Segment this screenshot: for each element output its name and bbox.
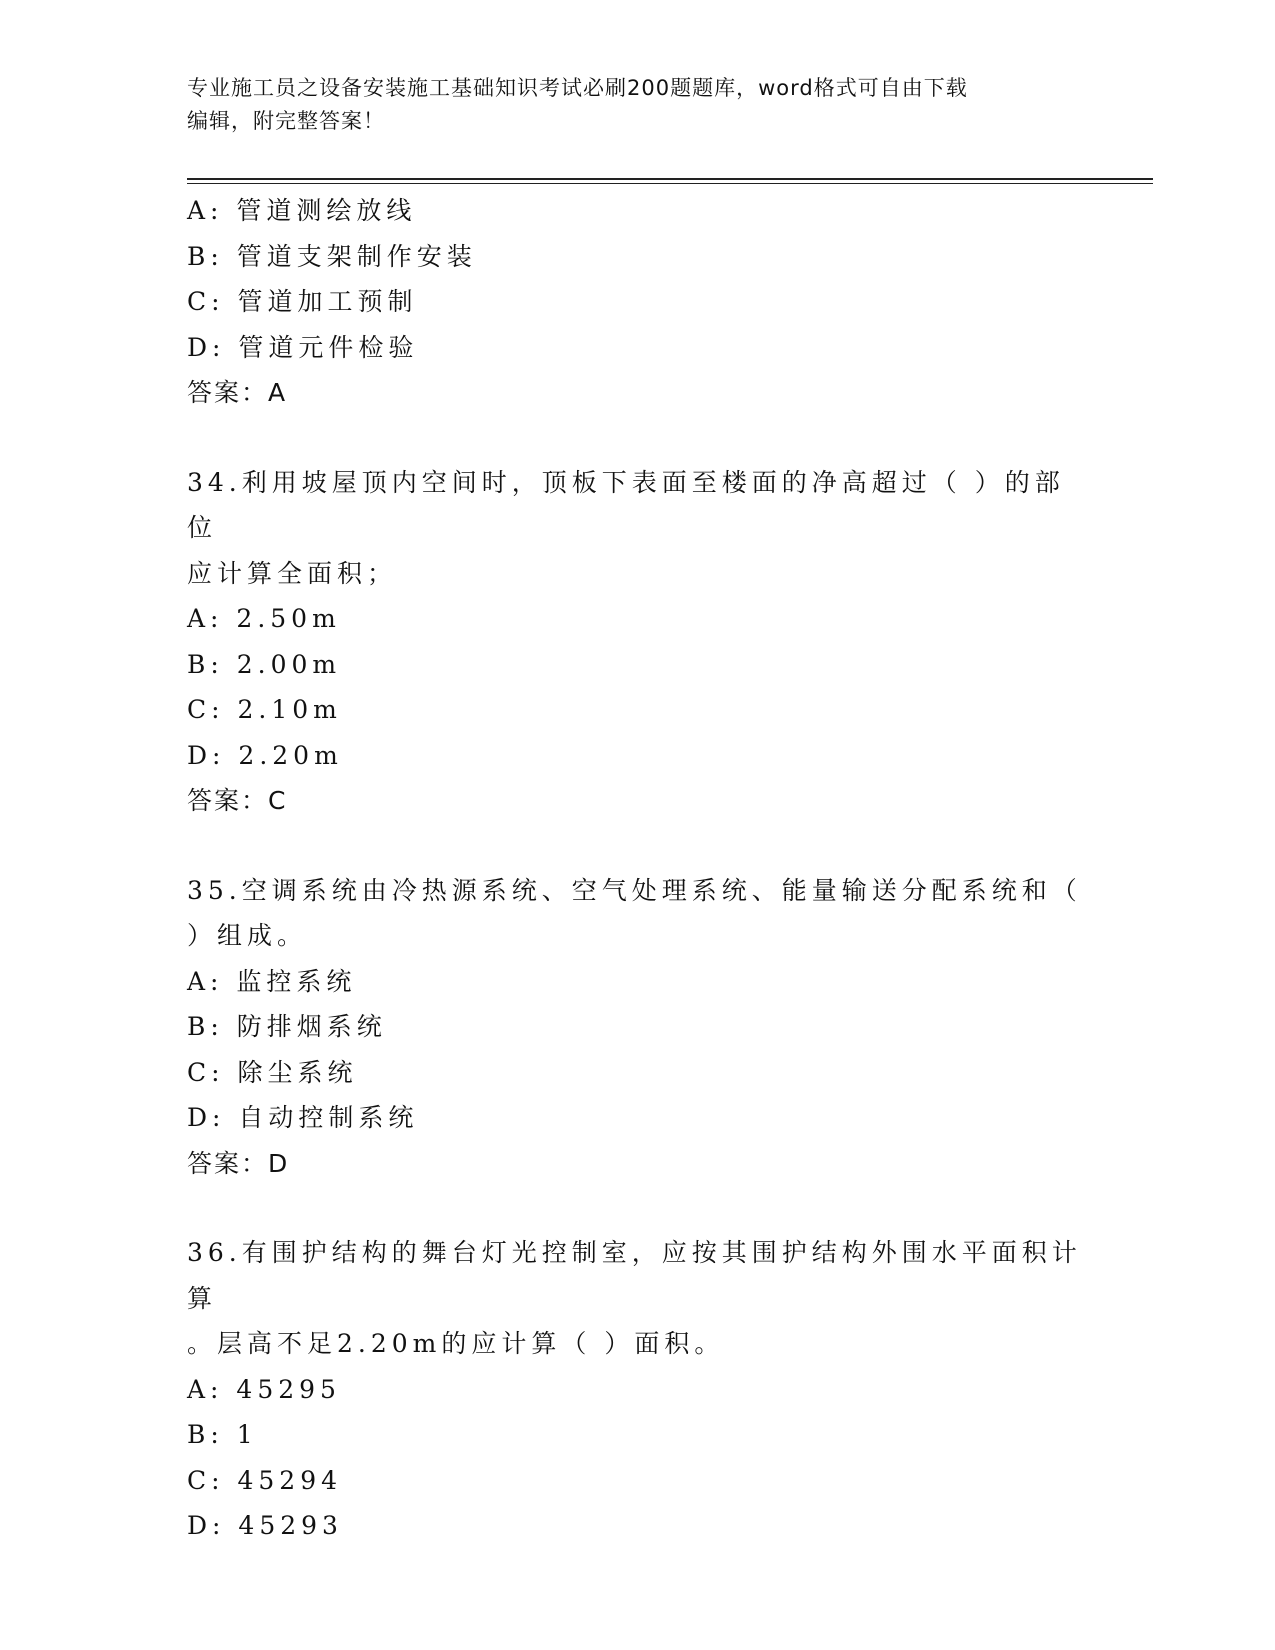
option-b: B: 防排烟系统 bbox=[187, 1012, 387, 1041]
option-a: A: 管道测绘放线 bbox=[187, 196, 417, 225]
option-c: C: 管道加工预制 bbox=[187, 287, 418, 316]
question-34 bbox=[187, 460, 1087, 824]
option-d: D: 自动控制系统 bbox=[187, 1103, 419, 1132]
option-b: B: 1 bbox=[187, 1420, 258, 1449]
header-divider-thick bbox=[187, 178, 1153, 180]
question-33-continued bbox=[187, 188, 1087, 416]
question-list bbox=[187, 188, 1087, 1549]
question-text-line-1: 34.利用坡屋顶内空间时，顶板下表面至楼面的净高超过（ ）的部位 bbox=[187, 467, 1065, 542]
option-c: C: 2.10m bbox=[187, 695, 342, 724]
option-b: B: 管道支架制作安装 bbox=[187, 241, 477, 271]
question-35 bbox=[187, 868, 1087, 1187]
option-d: D: 管道元件检验 bbox=[187, 332, 419, 362]
option-c: C: 45294 bbox=[187, 1465, 343, 1495]
answer-line: 答案：C bbox=[187, 786, 288, 815]
option-d: D: 45293 bbox=[187, 1511, 343, 1540]
question-text-line-2: 。层高不足2.20m的应计算（ ）面积。 bbox=[187, 1329, 725, 1358]
header-line-2: 编辑，附完整答案！ bbox=[187, 109, 385, 133]
header-line-1: 专业施工员之设备安装施工基础知识考试必刷200题题库，word格式可自由下载 bbox=[187, 76, 968, 100]
question-text-line-1: 36.有围护结构的舞台灯光控制室，应按其围护结构外围水平面积计算 bbox=[187, 1238, 1082, 1313]
option-b: B: 2.00m bbox=[187, 649, 342, 679]
header-divider-thin bbox=[187, 183, 1153, 184]
answer-line: 答案：D bbox=[187, 1148, 290, 1178]
option-a: A: 45295 bbox=[187, 1374, 341, 1404]
question-text-line-2: ）组成。 bbox=[187, 921, 308, 950]
document-header bbox=[187, 72, 1087, 138]
question-text-line-1: 35.空调系统由冷热源系统、空气处理系统、能量输送分配系统和（ bbox=[187, 875, 1082, 905]
option-a: A: 监控系统 bbox=[187, 966, 357, 996]
question-text-line-2: 应计算全面积； bbox=[187, 558, 398, 588]
option-c: C: 除尘系统 bbox=[187, 1057, 358, 1087]
option-d: D: 2.20m bbox=[187, 740, 343, 770]
option-a: A: 2.50m bbox=[187, 604, 341, 633]
answer-line: 答案：A bbox=[187, 378, 288, 407]
question-36 bbox=[187, 1230, 1087, 1549]
